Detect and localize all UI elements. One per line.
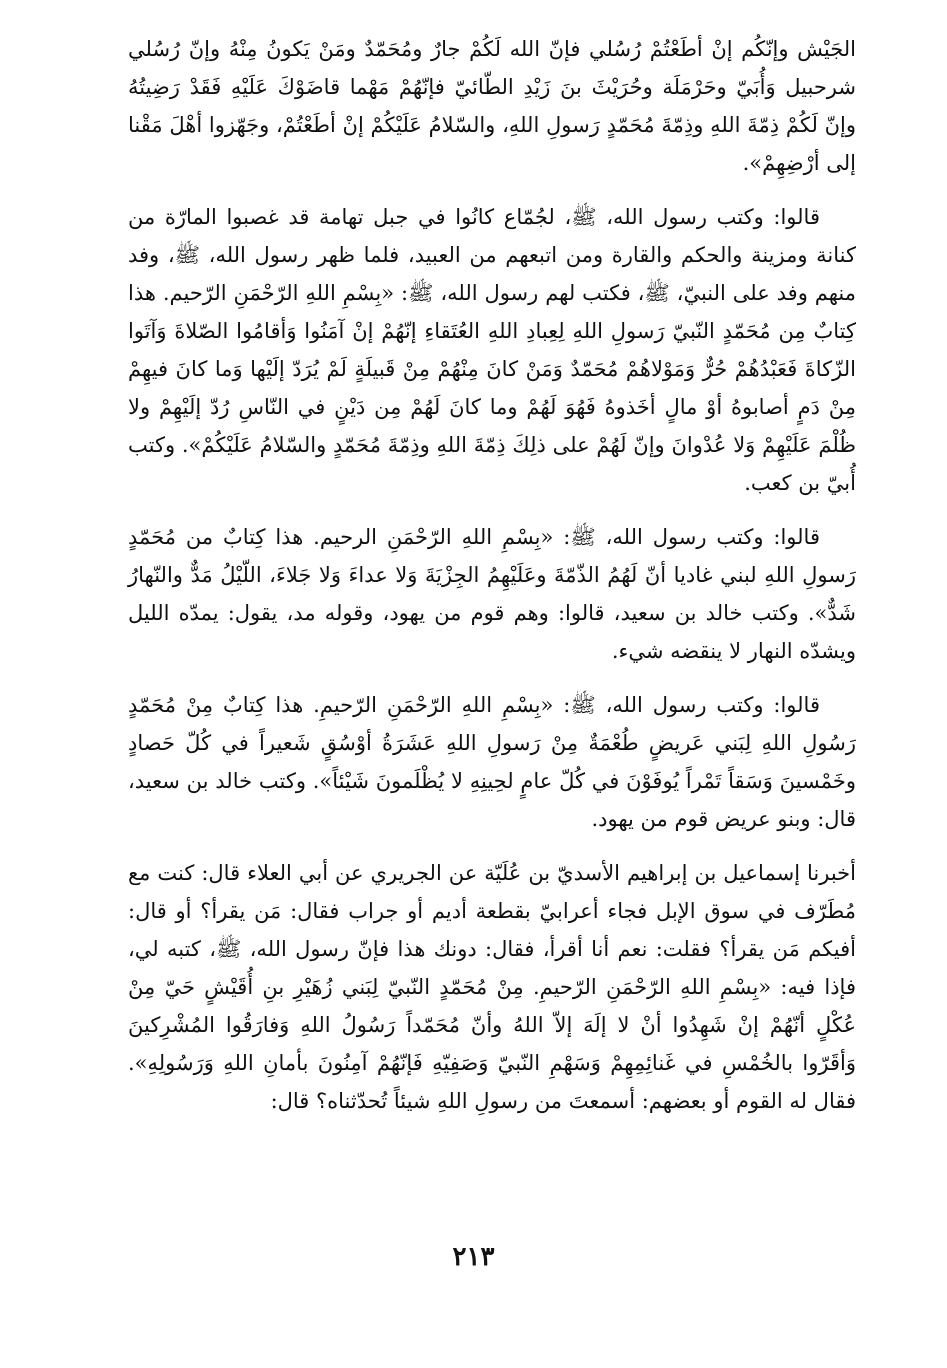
paragraph-letter-freed-slaves: قالوا: وكتب رسول الله، ﷺ، لجُمّاع كانُوا في جبل تهامة قد غصبوا المارّة من كنانة ومزينة والحكم والقارة ومن اتبعهم من العبيد، فلما ظهر رسول الله، ﷺ، وفد منهم وفد على النبيّ، ﷺ، فكتب لهم رسول الله، ﷺ: «بِسْمِ اللهِ الرّحْمَنِ الرّحيم. هذا كِتابٌ مِن مُحَمّدٍ النّبيّ رَسولِ اللهِ لِعِبادِ اللهِ العُتَقاءِ إنّهُمْ إنْ آمَنُوا وَأقامُوا الصّلاةَ وَآتَوا الزّكاةَ فَعَبْدُهُمْ حُرٌّ وَمَوْلاهُمْ مُحَمّدٌ وَمَنْ كانَ مِنْهُمْ مِنْ قَبيلَةٍ لَمْ يُرَدّ إلَيْها وَما كانَ فيهِمْ مِنْ دَمٍ أصابوهُ أوْ مالٍ أخَذوهُ فَهُوَ لَهُمْ وما كانَ لَهُمْ مِن دَيْنٍ في النّاسِ رُدّ إلَيْهِمْ ولا ظُلْمَ عَلَيْهِمْ وَلا عُدْوانَ وإنّ لَهُمْ على ذلِكَ ذِمّةَ اللهِ وذِمّةَ مُحَمّدٍ والسّلامُ عَلَيْكُمْ». وكتب أُبيّ بن كعب.: [128, 205, 856, 495]
paragraph-letter-bani-ghadiya: قالوا: وكتب رسول الله، ﷺ: «بِسْمِ اللهِ الرّحْمَنِ الرحيم. هذا كِتابٌ من مُحَمّدٍ رَسولِ اللهِ لبني غاديا أنّ لَهُمُ الذّمّةَ وعَلَيْهِمُ الجِزْيَةَ وَلا عداءَ وَلا جَلاءَ، اللّيْلُ مَدٌّ والنّهارُ شَدٌّ». وكتب خالد بن سعيد، قالوا: وهم قوم من يهود، وقوله مد، يقول: يمدّه الليل ويشدّه النهار لا ينقضه شيء.: [128, 525, 856, 663]
paragraph-letter-end: الجَيْش وإنّكُم إنْ أطَعْتُمْ رُسُلي فإنّ الله لَكُمْ جارٌ ومُحَمّدٌ ومَنْ يَكونُ مِنْهُ وإنّ رُسُلي شرحبيل وَأُبَيّ وحَرْمَلَة وحُرَيْثَ بنَ زَيْدِ الطّائيّ فإنّهُمْ مَهْما قاضَوْكَ عَلَيْهِ فَقَدْ رَضِيتُهُ وإنّ لَكُمْ ذِمّةَ اللهِ وذِمّةَ مُحَمّدٍ رَسولِ اللهِ، والسّلامُ عَلَيْكُمْ إنْ أطَعْتُمْ، وجَهّزوا أهْلَ مَقْنا إلى أرْضِهِمْ».: [128, 37, 856, 175]
page-number: ٢١٣: [452, 1242, 495, 1272]
paragraph-letter-bani-arid: قالوا: وكتب رسول الله، ﷺ: «بِسْمِ اللهِ الرّحْمَنِ الرّحيمِ. هذا كِتابٌ مِنْ مُحَمّدٍ رَسُولِ اللهِ لِبَني عَريضٍ طُعْمَةٌ مِنْ رَسولِ اللهِ عَشَرَةُ أوْسُقٍ شَعيراً في كُلّ حَصادٍ وخَمْسينَ وَسَقاً تَمْراً يُوفَوْنَ في كُلّ عامٍ لحِينِهِ لا يُظْلَمونَ شَيْئاً». وكتب خالد بن سعيد، قال: وبنو عريض قوم من يهود.: [128, 693, 856, 831]
page-text-body: [128, 30, 856, 1120]
paragraph-narration-bani-zuhair: أخبرنا إسماعيل بن إبراهيم الأسديّ بن عُلَيّة عن الجريري عن أبي العلاء قال: كنت مع مُطَرّف في سوق الإبل فجاء أعرابيّ بقطعة أديم أو جراب فقال: مَن يقرأ؟ أو قال: أفيكم مَن يقرأ؟ فقلت: نعم أنا أقرأ، فقال: دونك هذا فإنّ رسول الله، ﷺ، كتبه لي، فإذا فيه: «بِسْمِ اللهِ الرّحْمَنِ الرّحيمِ. مِنْ مُحَمّدٍ النّبيّ لِبَني زُهَيْرِ بنِ أُقَيْشٍ حَيّ مِنْ عُكْلٍ أنّهُمْ إنْ شَهِدُوا أنْ لا إلَهَ إلاّ اللهُ وأنّ مُحَمّداً رَسُولُ اللهِ وَفارَقُوا المُشْرِكينَ وَأقَرّوا بالخُمْسِ في غَنائِمِهِمْ وَسَهْمِ النّبيّ وَصَفِيّهِ فَإنّهُمْ آمِنُونَ بأمانِ اللهِ وَرَسُولِهِ». فقال له القوم أو بعضهم: أسمعتَ من رسولِ اللهِ شيئاً تُحدّثناه؟ قال:: [128, 861, 856, 1113]
